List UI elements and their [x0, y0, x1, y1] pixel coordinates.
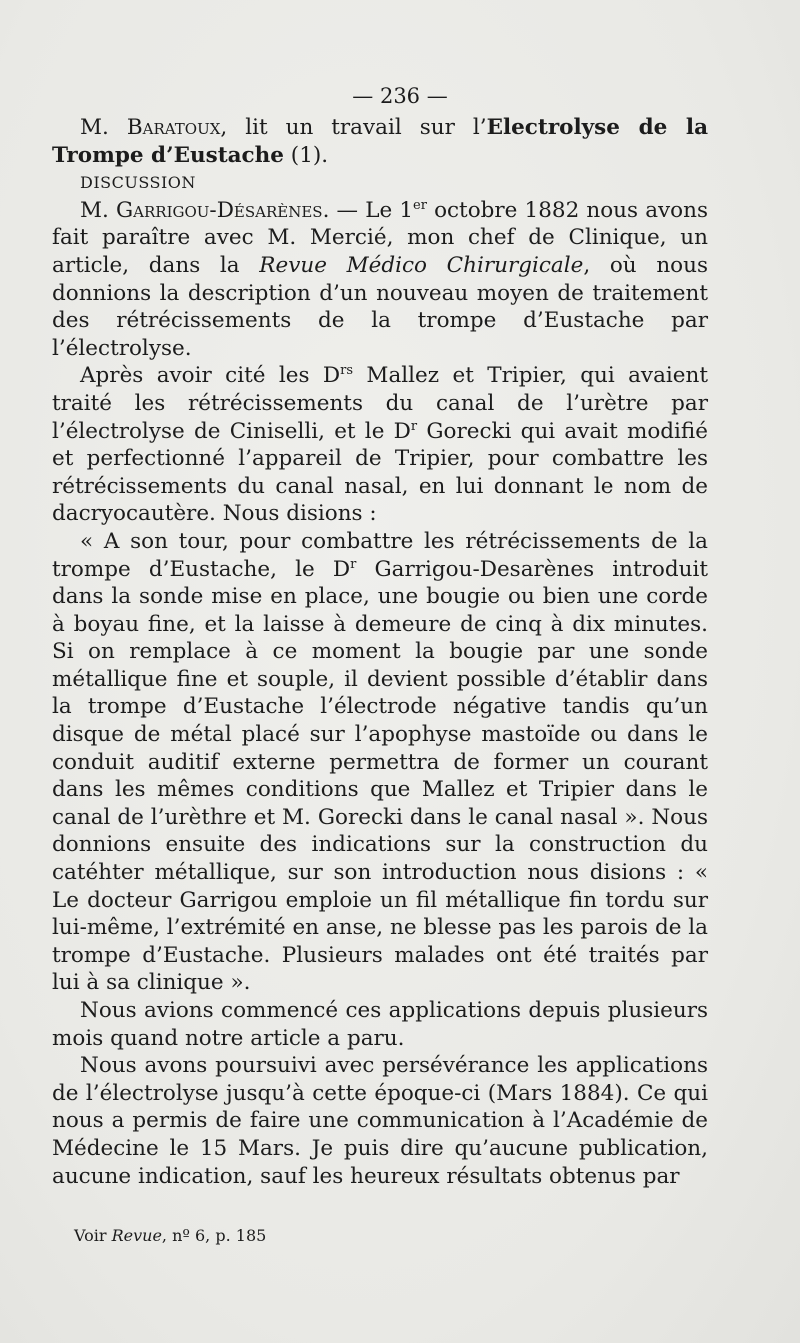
- body-text: [52, 114, 708, 1190]
- speaker-name: M. Garrigou-Désarènes.: [80, 197, 330, 223]
- footnote-ref: (1).: [283, 142, 329, 168]
- paper-title: Electrolyse de la Trompe d’Eustache: [52, 115, 709, 168]
- paragraph-3-quote: « A son tour, pour combattre les rétrécissements de la trompe d’Eustache, le $D^r$ Garrigou-Desarènes introduit dans la sonde mise en place, une bougie ou bien une corde à boyau fine, et la laisse à demeure de cinq à dix minutes. Si on remplace à ce moment la bougie par une sonde métallique fine et souple, il devient possible d’établir dans la trompe d’Eustache l’électrode négative tandis qu’un disque de métal placé sur l’apophyse mastoïde ou dans le conduit auditif externe permettra de former un courant dans les mêmes conditions que Mallez et Tripier dans le canal de l’urèthre et M. Gorecki dans le canal nasal ». Nous donnions ensuite des indications sur la construction du catéhter métallique, sur son introduction nous disions : « Le docteur Garrigou emploie un fil métallique fin tordu sur lui-même, l’extrémité en anse, ne blesse pas les parois de la trompe d’Eustache. Plusieurs malades ont été traités par lui à sa clinique ».: [52, 528, 708, 996]
- paragraph-1: M. Garrigou-Désarènes. — Le 1er octobre 1882 nous avons fait paraître avec M. Mercié, mon chef de Clinique, un article, dans la Revue Médico Chirurgicale, où nous donnions la description d’un nouveau moyen de traitement des rétrécissements de la trompe d’Eustache par l’électrolyse.: [52, 197, 708, 361]
- journal-name: Revue Médico Chirurgicale: [259, 252, 584, 278]
- paragraph-2: Après avoir cité les $D^{rs}$ Mallez et Tripier, qui avaient traité les rétrécissements du canal de l’urètre par l’électrolyse de Ciniselli, et le $D^r$ Gorecki qui avait modifié et perfectionné l’appareil de Tripier, pour combattre les rétrécissements du canal nasal, en lui donnant le nom de dacryocautère. Nous disions :: [52, 363, 708, 527]
- paragraph-4: Nous avions commencé ces applications depuis plusieurs mois quand notre article a paru.: [52, 998, 708, 1051]
- page-number: — 236 —: [352, 84, 448, 108]
- intro-paragraph: [52, 114, 708, 169]
- paragraph-5: Nous avons poursuivi avec persévérance les applications de l’électrolyse jusqu’à cette époque-ci (Mars 1884). Ce qui nous a permis de faire une communication à l’Académie de Médecine le 15 Mars. Je puis dire qu’aucune publication, aucune indication, sauf les heureux résultats obtenus par: [52, 1053, 708, 1189]
- intro-text: lit un travail sur l’: [227, 115, 487, 140]
- author-name: M. Baratoux,: [80, 115, 228, 140]
- footnote-journal: Revue: [111, 1226, 162, 1245]
- discussion-heading: DISCUSSION: [80, 173, 196, 193]
- footnote: Voir Revue, nº 6, p. 185: [74, 1226, 267, 1245]
